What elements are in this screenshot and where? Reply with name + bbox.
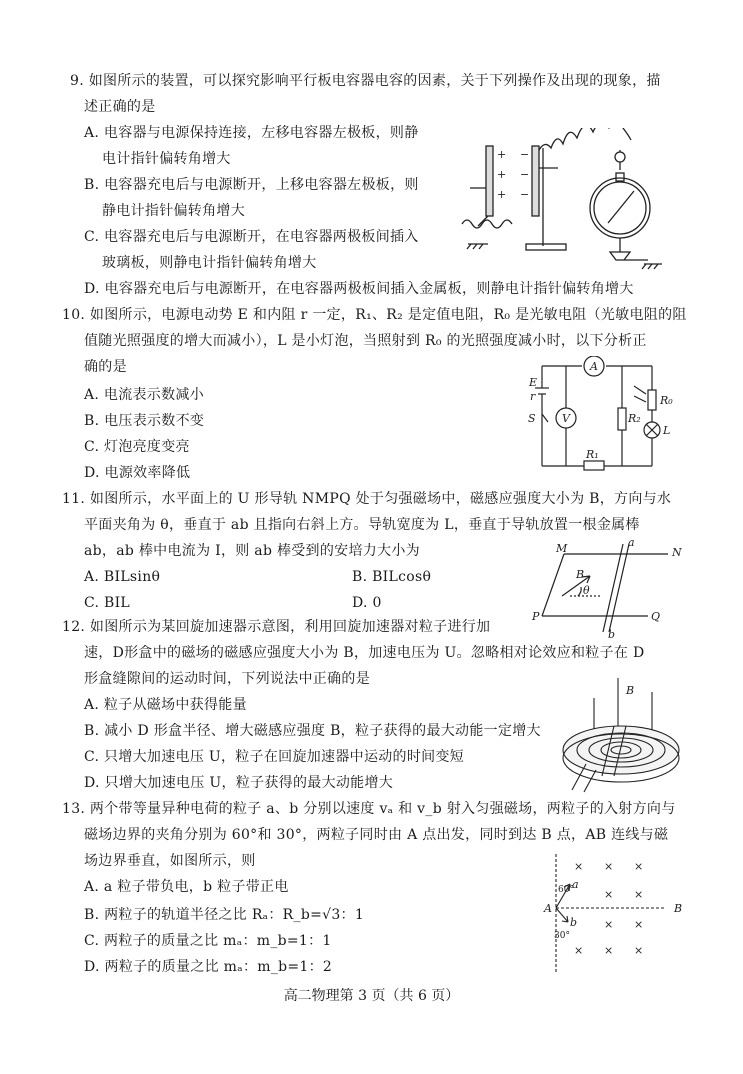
q12-option-a: A. 粒子从磁场中获得能量	[84, 697, 247, 713]
plus-sign: +	[497, 168, 507, 181]
label-S: S	[528, 412, 536, 425]
q12-option-c: C. 只增大加速电压 U，粒子在回旋加速器中运动的时间变短	[84, 749, 465, 765]
field-cross: ×	[634, 944, 644, 957]
q9-option-c: C. 电容器充电后与电源断开，在电容器两极板间插入	[84, 229, 419, 245]
q10-stem-line2: 值随光照强度的增大而减小），L 是小灯泡，当照射到 R₀ 的光照强度减小时，以下分析正	[84, 333, 647, 349]
label-a: a	[628, 538, 635, 549]
label-B: B	[674, 902, 683, 915]
plus-sign: +	[497, 148, 507, 161]
q9-option-a-cont: 电计指针偏转角增大	[102, 151, 231, 167]
label-R2: R₂	[628, 412, 641, 425]
q9-option-c-cont: 玻璃板，则静电计指针偏转角增大	[102, 255, 317, 271]
label-b: b	[608, 628, 616, 638]
q13-option-a: A. a 粒子带负电，b 粒子带正电	[84, 879, 289, 895]
q9-option-a: A. 电容器与电源保持连接，左移电容器左极板，则静	[84, 125, 419, 141]
q11-option-a: A. BILsinθ	[84, 569, 161, 585]
label-R0: R₀	[660, 394, 673, 407]
q11-option-d: D. 0	[352, 595, 382, 611]
q9-capacitor-electrometer-figure	[448, 128, 678, 270]
q13-magnetic-field-figure	[538, 852, 688, 976]
q11-option-c: C. BIL	[84, 595, 131, 611]
label-N: N	[672, 546, 682, 559]
q13-stem-line3: 场边界垂直，如图所示，则	[84, 853, 256, 869]
q10-option-a: A. 电流表示数减小	[84, 387, 205, 403]
q11-stem-line2: 平面夹角为 θ，垂直于 ab 且指向右斜上方。导轨宽度为 L，垂直于导轨放置一根金属棒	[84, 517, 640, 533]
q10-stem-line1: 10. 如图所示，电源电动势 E 和内阻 r 一定，R₁、R₂ 是定值电阻，R₀ 是光敏电阻（光敏电阻的阻	[62, 307, 687, 323]
page-footer: 高二物理第 3 页（共 6 页）	[283, 988, 460, 1004]
field-cross: ×	[634, 888, 644, 901]
q10-option-b: B. 电压表示数不变	[84, 413, 205, 429]
field-cross: ×	[604, 918, 614, 931]
q9-stem-line1: 9. 如图所示的装置，可以探究影响平行板电容器电容的因素，关于下列操作及出现的现象，描	[70, 73, 661, 89]
plus-sign: +	[497, 188, 507, 201]
q12-stem-line3: 形盒缝隙间的运动时间，下列说法中正确的是	[84, 671, 370, 687]
label-E: E	[529, 376, 538, 389]
ammeter-label: A	[590, 360, 598, 373]
q13-stem-line1: 13. 两个带等量异种电荷的粒子 a、b 分别以速度 vₐ 和 v_b 射入匀强磁场，两粒子的入射方向与	[62, 801, 676, 817]
q13-option-b: B. 两粒子的轨道半径之比 Rₐ：R_b=√3：1	[84, 907, 365, 923]
q13-stem-line2: 磁场边界的夹角分别为 60°和 30°，两粒子同时由 A 点出发，同时到达 B 点，AB 连线与磁	[84, 827, 669, 843]
field-cross: ×	[634, 860, 644, 873]
field-cross: ×	[604, 860, 614, 873]
q10-option-d: D. 电源效率降低	[84, 465, 191, 481]
label-B: B	[626, 684, 635, 697]
minus-sign: −	[520, 148, 530, 161]
label-B: B	[576, 568, 585, 581]
q9-stem-line2: 述正确的是	[84, 99, 156, 115]
q13-option-c: C. 两粒子的质量之比 mₐ：m_b=1：1	[84, 933, 332, 949]
field-cross: ×	[634, 918, 644, 931]
q10-option-c: C. 灯泡亮度变亮	[84, 439, 190, 455]
q10-circuit-figure	[522, 356, 686, 472]
field-cross: ×	[604, 888, 614, 901]
label-P: P	[532, 610, 540, 623]
angle-30: 30°	[554, 931, 570, 941]
angle-60: 60°	[558, 885, 574, 895]
label-r: r	[530, 390, 536, 403]
q12-option-d: D. 只增大加速电压 U，粒子获得的最大动能增大	[84, 775, 394, 791]
q10-stem-line3: 确的是	[84, 359, 127, 375]
label-A: A	[544, 902, 552, 915]
q11-stem-line3: ab，ab 棒中电流为 I，则 ab 棒受到的安培力大小为	[84, 543, 420, 559]
field-cross: ×	[574, 860, 584, 873]
q12-stem-line1: 12. 如图所示为某回旋加速器示意图，利用回旋加速器对粒子进行加	[62, 619, 491, 635]
label-M: M	[556, 542, 568, 555]
q11-option-b: B. BILcosθ	[352, 569, 432, 585]
q9-option-d: D. 电容器充电后与电源断开，在电容器两极板间插入金属板，则静电计指针偏转角增大	[84, 281, 634, 297]
voltmeter-label: V	[562, 412, 570, 425]
q9-option-b: B. 电容器充电后与电源断开，上移电容器左极板，则	[84, 177, 419, 193]
label-theta: θ	[583, 584, 590, 597]
label-a: a	[572, 878, 579, 891]
q12-option-b: B. 减小 D 形盒半径、增大磁感应强度 B，粒子获得的最大动能一定增大	[84, 723, 541, 739]
label-R1: R₁	[586, 448, 599, 461]
minus-sign: −	[520, 168, 530, 181]
minus-sign: −	[520, 188, 530, 201]
q11-stem-line1: 11. 如图所示，水平面上的 U 形导轨 NMPQ 处于匀强磁场中，磁感应强度大小为 B，方向与水	[62, 491, 672, 507]
field-cross: ×	[574, 944, 584, 957]
q12-stem-line2: 速，D形盒中的磁场的磁感应强度大小为 B，加速电压为 U。忽略相对论效应和粒子在 D	[84, 645, 645, 661]
q12-cyclotron-figure	[556, 672, 686, 796]
label-b: b	[570, 916, 578, 929]
q13-option-d: D. 两粒子的质量之比 mₐ：m_b=1：2	[84, 959, 333, 975]
label-L: L	[663, 424, 671, 437]
q11-rail-figure	[530, 538, 690, 638]
q9-option-b-cont: 静电计指针偏转角增大	[102, 203, 245, 219]
label-Q: Q	[651, 610, 661, 623]
field-cross: ×	[604, 944, 614, 957]
